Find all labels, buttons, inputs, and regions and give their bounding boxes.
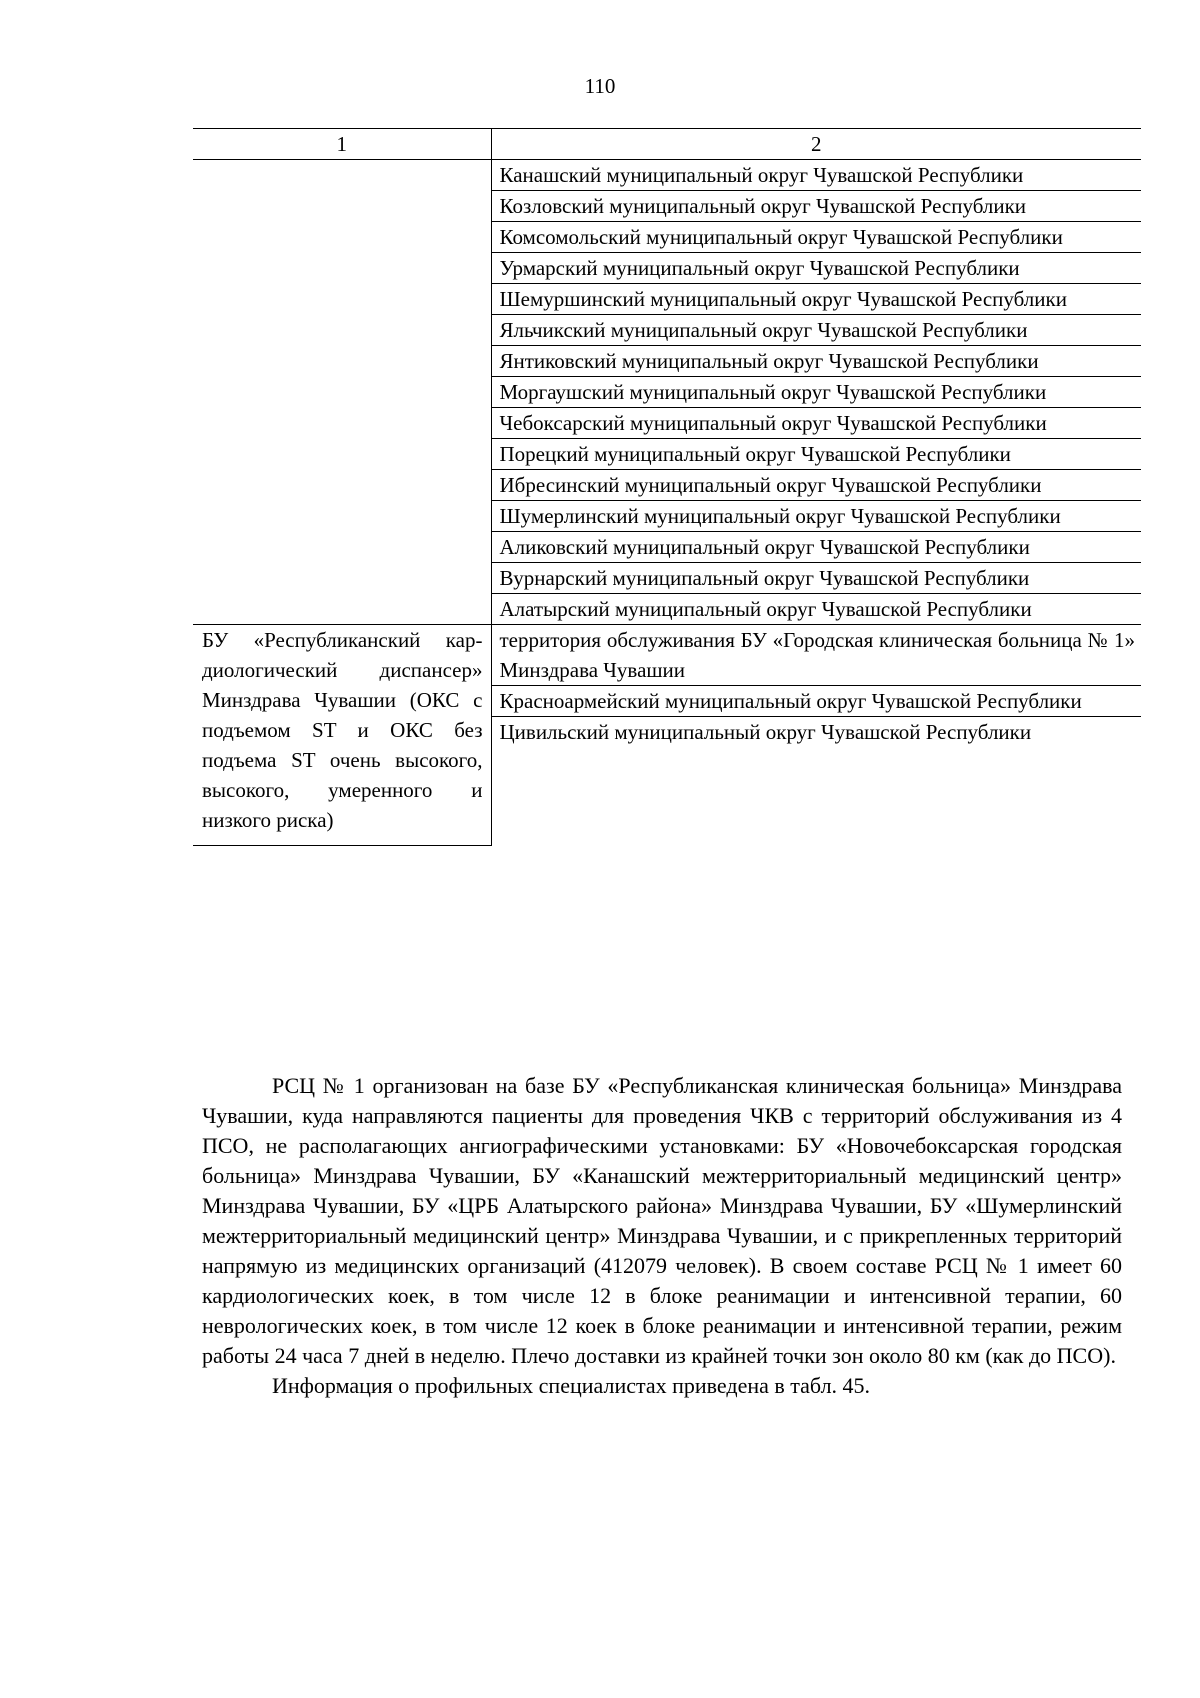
district-cell: Шумерлинский муниципальный округ Чувашской Республики bbox=[491, 501, 1141, 532]
district-cell: Козловский муниципальный округ Чувашской Республики bbox=[491, 191, 1141, 222]
block1-left-cell bbox=[193, 160, 491, 625]
district-cell: Ибресинский муниципальный округ Чувашской Республики bbox=[491, 470, 1141, 501]
district-cell: Порецкий муниципальный округ Чувашской Республики bbox=[491, 439, 1141, 470]
district-cell: Комсомольский муниципальный округ Чувашской Республики bbox=[491, 222, 1141, 253]
cardio-dispensary-cell: БУ «Республиканский кардиологический диспансер» Минздрава Чувашии (ОКС с подъемом ST и ОКС без подъема ST очень высокого, высокого, умеренного и низкого риска) bbox=[193, 625, 491, 846]
district-cell: Янтиковский муниципальный округ Чувашской Республики bbox=[491, 346, 1141, 377]
district-cell: Шемуршинский муниципальный округ Чувашской Республики bbox=[491, 284, 1141, 315]
column-header-1: 1 bbox=[193, 129, 491, 160]
district-cell: Цивильский муниципальный округ Чувашской Республики bbox=[499, 720, 1032, 744]
paragraph: РСЦ № 1 организован на базе БУ «Республиканская клиническая больница» Минздрава Чувашии, куда направляются пациенты для проведения ЧКВ с территорий обслуживания из 4 ПСО, не располагающих ангиографическими установками: БУ «Новочебоксарская городская больница» Минздрава Чувашии, БУ «Канашский межтерриториальный медицинский центр» Минздрава Чувашии, БУ «ЦРБ Алатырского района» Минздрава Чувашии, БУ «Шумерлинский межтерриториальный медицинский центр» Минздрава Чувашии, и с прикрепленных территорий напрямую из медицинских организаций (412079 человек). В своем составе РСЦ № 1 имеет 60 кардиологических коек, в том числе 12 в блоке реанимации и интенсивной терапии, 60 неврологических коек, в том числе 12 коек в блоке реанимации и интенсивной терапии, режим работы 24 часа 7 дней в неделю. Плечо доставки из крайней точки зон около 80 км (как до ПСО). bbox=[202, 1073, 1122, 1368]
districts-table bbox=[193, 128, 1141, 846]
district-cell: Яльчикский муниципальный округ Чувашской Республики bbox=[491, 315, 1141, 346]
district-cell: Красноармейский муниципальный округ Чувашской Республики bbox=[491, 686, 1141, 717]
district-cell: Чебоксарский муниципальный округ Чувашской Республики bbox=[491, 408, 1141, 439]
table-row bbox=[193, 625, 1141, 686]
column-header-2: 2 bbox=[491, 129, 1141, 160]
table-header-row bbox=[193, 129, 1141, 160]
page-number: 110 bbox=[584, 74, 616, 98]
district-cell: Канашский муниципальный округ Чувашской Республики bbox=[491, 160, 1141, 191]
district-cell: Вурнарский муниципальный округ Чувашской Республики bbox=[491, 563, 1141, 594]
district-cell: Урмарский муниципальный округ Чувашской Республики bbox=[491, 253, 1141, 284]
paragraph: Информация о профильных специалистах приведена в табл. 45. bbox=[272, 1373, 871, 1398]
district-cell: Аликовский муниципальный округ Чувашской Республики bbox=[491, 532, 1141, 563]
district-cell: территория обслуживания БУ «Городская клиническая больница № 1» Минздрава Чувашии bbox=[491, 625, 1141, 686]
table-row bbox=[193, 160, 1141, 191]
body-text bbox=[202, 1071, 1122, 1401]
district-cell: Моргаушский муниципальный округ Чувашской Республики bbox=[491, 377, 1141, 408]
district-cell: Алатырский муниципальный округ Чувашской Республики bbox=[491, 594, 1141, 625]
